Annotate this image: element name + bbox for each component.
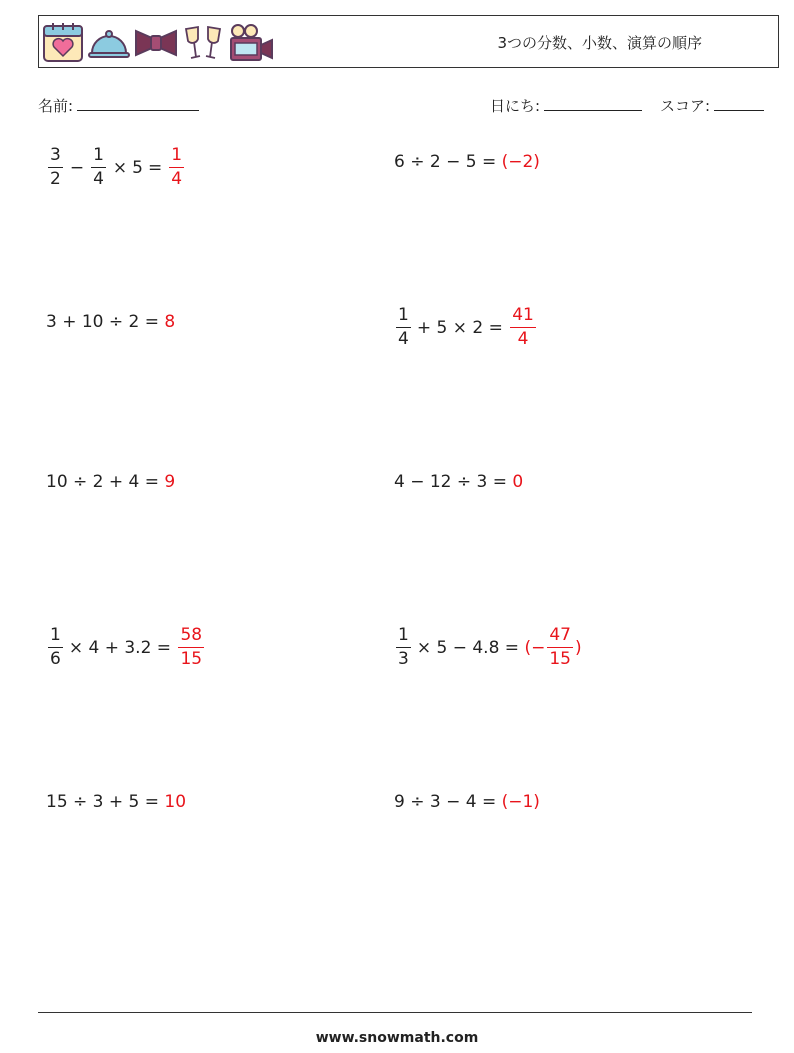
answer: 9 [164,472,176,492]
problem-10 [394,792,540,812]
calendar-heart-icon [42,21,84,63]
answer: 0 [512,472,524,492]
expression: × 4 + 3.2 = [68,637,172,658]
expression: 10 ÷ 2 + 4 = [46,472,160,492]
name-field [38,95,199,116]
problem-1: $\frac{3}{2}$ − $\frac{1}{4}$ × 5 = $\frac{1}{4}$ [46,147,186,188]
expression: 15 ÷ 3 + 5 = [46,792,160,812]
video-camera-icon [228,21,274,63]
problem-7 [46,627,206,668]
answer: $\frac{41}{4}$ [512,305,534,349]
header-box [38,15,779,68]
answer: (−1) [501,792,540,812]
answer: 8 [164,312,176,332]
problem-8 [394,627,582,668]
date-label: 日にち: [490,97,541,115]
fraction: $\frac{1}{4}$ [398,305,409,349]
bow-tie-icon [134,21,178,63]
cloche-icon [88,21,130,63]
answer: (− $\frac{47}{15}$ ) [524,625,582,669]
name-label: 名前: [38,97,74,115]
footer-divider [38,1012,752,1013]
fraction: $\frac{1}{6}$ [50,625,61,669]
score-field [660,95,764,116]
problem-9 [46,792,186,812]
problem-6 [394,472,523,492]
expression: + 5 × 2 = [416,317,503,338]
header-icons [42,21,274,63]
answer: $\frac{58}{15}$ [180,625,203,669]
champagne-glasses-icon [182,21,224,63]
fraction: $\frac{1}{4}$ [93,145,104,189]
score-blank[interactable] [714,97,764,111]
problem-4 [394,307,538,348]
date-blank[interactable] [544,97,642,111]
footer-url[interactable]: www.snowmath.com [315,1030,479,1046]
problem-3 [46,312,175,332]
worksheet-title: 3つの分数、小数、演算の順序 [497,34,702,52]
answer: (−2) [501,152,540,172]
fraction: $\frac{3}{2}$ [50,145,61,189]
date-field [490,95,642,116]
expression: × 5 − 4.8 = [416,637,520,658]
answer: $\frac{1}{4}$ [171,145,183,189]
name-blank[interactable] [77,97,199,111]
problem-2 [394,152,540,172]
expression: 6 ÷ 2 − 5 = [394,152,497,172]
answer: 10 [164,792,187,812]
score-label: スコア: [660,97,711,115]
expression: 9 ÷ 3 − 4 = [394,792,497,812]
expression: 3 + 10 ÷ 2 = [46,312,160,332]
problem-5 [46,472,175,492]
fraction: $\frac{1}{3}$ [398,625,409,669]
expression: 4 − 12 ÷ 3 = [394,472,508,492]
